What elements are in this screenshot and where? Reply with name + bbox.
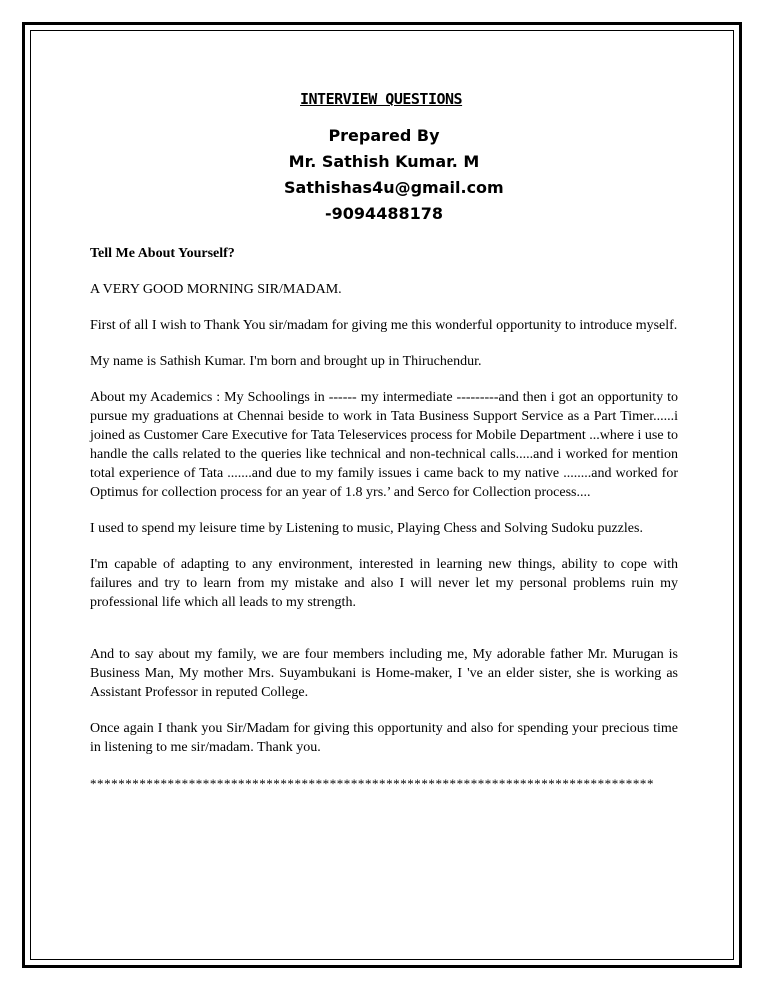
paragraph-greeting: A VERY GOOD MORNING SIR/MADAM. [90,282,342,297]
author-email: Sathishas4u@gmail.com [284,178,504,197]
author-phone: -9094488178 [325,204,443,223]
author-name: Mr. Sathish Kumar. M [288,152,480,171]
paragraph-thanks: First of all I wish to Thank You sir/madam for giving me this wonderful opportunity to introduce myself. [90,318,678,333]
paragraph-hobbies: I used to spend my leisure time by Listening to music, Playing Chess and Solving Sudoku puzzles. [90,521,643,536]
paragraph-name: My name is Sathish Kumar. I'm born and brought up in Thiruchendur. [90,354,482,369]
document-body [90,244,678,810]
paragraph-academics: About my Academics : My Schoolings in ------ my intermediate ---------and then i got an opportunity to pursue my graduations at Chennai beside to work in Tata Business Support Service as a Part Timer......i joined as Customer Care Executive for Tata Teleservices process for Mobile Department ...where i use to handle the calls related to the queries like technical and non-technical calls.....and i worked for mention total experience of Tata .......and due to my family issues i came back to my native ........and worked for Optimus for collection process for an year of 1.8 yrs.’ and Serco for Collection process.... [90,390,678,500]
question-heading: Tell Me About Yourself? [90,246,235,261]
separator-line: ******************************************************************************** [90,776,654,791]
paragraph-family: And to say about my family, we are four members including me, My adorable father Mr. Murugan is Business Man, My mother Mrs. Suyambukani is Home-maker, I 've an elder sister, she is working as Assistant Professor in reputed College. [90,647,678,700]
prepared-by-label: Prepared By [328,126,440,145]
document-title: INTERVIEW QUESTIONS [300,90,463,108]
author-header [284,123,504,227]
paragraph-strengths: I'm capable of adapting to any environment, interested in learning new things, ability to cope with failures and try to learn from my mistake and also I will never let my personal problems ruin my professional life which all leads to my strength. [90,557,678,610]
paragraph-closing: Once again I thank you Sir/Madam for giving this opportunity and also for spending your precious time in listening to me sir/madam. Thank you. [90,721,678,755]
